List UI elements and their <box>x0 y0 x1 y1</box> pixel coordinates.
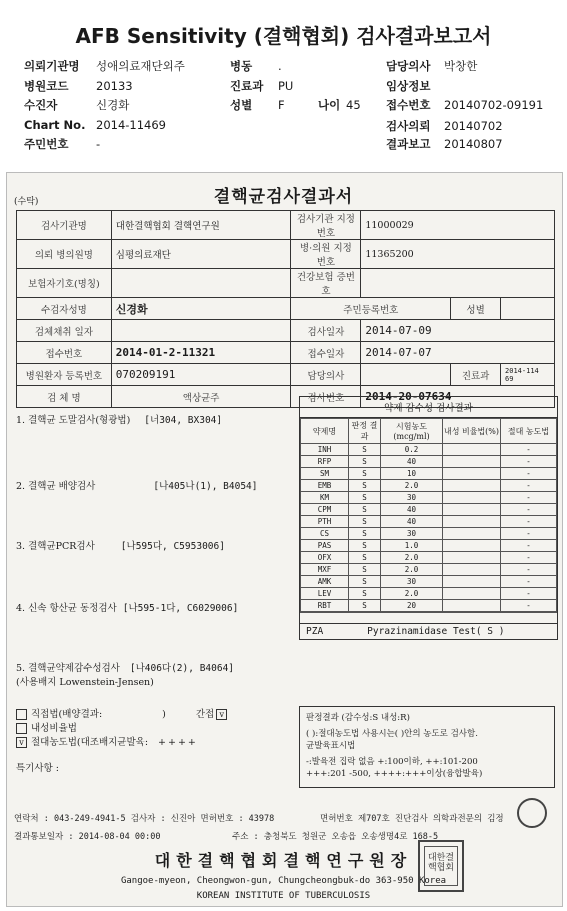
cell-value: 2014-114 69 <box>501 364 555 386</box>
table-cell <box>443 540 501 552</box>
report-title: AFB Sensitivity (결핵협회) 검사결과보고서 <box>75 24 492 48</box>
cell-label: 접수일자 <box>291 342 361 364</box>
table-row <box>301 540 557 552</box>
consignment-tag: (수탁) <box>14 197 39 207</box>
cell-label: 수검자성명 <box>17 298 112 320</box>
table-row <box>301 456 557 468</box>
table-cell: S <box>349 588 381 600</box>
header-field <box>230 58 282 74</box>
susceptibility-panel <box>299 396 558 640</box>
footer-address: 주소 : 충청북도 청원군 오송읍 오송생명4로 168-5 <box>232 832 439 842</box>
cell-label: 검사기관명 <box>17 211 112 240</box>
test-item <box>16 660 234 688</box>
table-cell: S <box>349 504 381 516</box>
cell-label: 검체채취 일자 <box>17 320 112 342</box>
check-value: ++++ <box>158 737 198 748</box>
table-row <box>17 342 555 364</box>
table-cell: - <box>501 564 557 576</box>
table-cell: OFX <box>301 552 349 564</box>
table-cell <box>443 552 501 564</box>
notes-label: 특기사항 : <box>16 763 59 774</box>
header-value: 성애의료재단외주 <box>96 59 185 73</box>
cell-value: 심평의료재단 <box>111 240 291 269</box>
absolute-method <box>16 734 231 748</box>
table-cell: KM <box>301 492 349 504</box>
check-label: 내성비율법 <box>31 723 77 734</box>
table-cell <box>443 564 501 576</box>
table-cell: 2.0 <box>381 480 443 492</box>
table-cell: S <box>349 492 381 504</box>
patient-info-table <box>16 210 555 408</box>
table-row <box>301 492 557 504</box>
table-cell <box>443 528 501 540</box>
table-cell: S <box>349 516 381 528</box>
table-cell <box>443 588 501 600</box>
table-cell: - <box>501 588 557 600</box>
header-key: 병원코드 <box>24 79 69 93</box>
header-field <box>230 78 293 94</box>
check-label: 절대농도법(대조배지균발육: <box>31 737 149 748</box>
header-field <box>318 97 361 113</box>
cell-value: 2014-07-07 <box>361 342 555 364</box>
cell-value: 11365200 <box>361 240 555 269</box>
seal-text: 대한결핵협회 <box>424 846 458 886</box>
table-row <box>301 468 557 480</box>
cell-value <box>501 298 555 320</box>
table-cell: 10 <box>381 468 443 480</box>
table-cell: S <box>349 600 381 612</box>
table-cell: - <box>501 492 557 504</box>
table-row <box>301 552 557 564</box>
header-value: 신경화 <box>96 98 130 112</box>
header-key: 의뢰기관명 <box>24 59 80 73</box>
table-cell: CS <box>301 528 349 540</box>
result-legend <box>299 706 555 788</box>
header-value: PU <box>278 79 294 93</box>
table-cell: AMK <box>301 576 349 588</box>
age-key: 나이 <box>318 98 341 112</box>
column-header: 약제명 <box>301 419 349 444</box>
pza-row <box>300 623 557 639</box>
header-value: 20140702-09191 <box>444 98 544 112</box>
table-cell: 40 <box>381 456 443 468</box>
table-cell: S <box>349 456 381 468</box>
cell-label: 검사일자 <box>291 320 361 342</box>
table-row <box>17 211 555 240</box>
table-cell: - <box>501 468 557 480</box>
cell-value: 2014-20-07634 <box>361 386 555 408</box>
column-header: 절대 농도법 <box>501 419 557 444</box>
pza-value: Pyrazinamidase Test( S ) <box>367 626 505 637</box>
cell-label: 검사번호 <box>291 386 361 408</box>
checkbox <box>16 709 27 720</box>
table-cell <box>443 456 501 468</box>
table-cell <box>443 492 501 504</box>
test-name: 5. 결핵균약제감수성검사 <box>16 663 120 674</box>
official-seal-icon <box>418 840 464 892</box>
test-item <box>16 478 258 492</box>
table-row <box>301 528 557 540</box>
header-key: 결과보고 <box>386 137 431 151</box>
header-field <box>230 97 285 113</box>
header-field <box>386 136 503 152</box>
table-cell <box>443 480 501 492</box>
table-cell: S <box>349 576 381 588</box>
checkbox <box>16 723 27 734</box>
table-cell: 30 <box>381 576 443 588</box>
table-cell: PAS <box>301 540 349 552</box>
test-code: [나405나(1), B4054] <box>153 481 258 492</box>
table-cell: S <box>349 480 381 492</box>
test-code: [나406다(2), B4064] <box>129 663 235 674</box>
table-cell: 30 <box>381 528 443 540</box>
cell-value: 070209191 <box>111 364 291 386</box>
table-cell: 40 <box>381 504 443 516</box>
cell-label: 의뢰 병의원명 <box>17 240 112 269</box>
table-cell: - <box>501 540 557 552</box>
header-key: 병동 <box>230 59 253 73</box>
legend-line: ( ):절대농도법 사용시는( )안의 농도로 검사함. <box>306 729 478 739</box>
header-key: Chart No. <box>24 118 86 132</box>
cell-value <box>111 320 291 342</box>
test-item <box>16 412 222 426</box>
cell-label: 진료과 <box>451 364 501 386</box>
table-cell: CPM <box>301 504 349 516</box>
cell-label: 병·의원 지정번호 <box>291 240 361 269</box>
header-value: 20140807 <box>444 137 503 151</box>
table-row <box>301 480 557 492</box>
table-cell: - <box>501 480 557 492</box>
table-cell: - <box>501 600 557 612</box>
header-key: 진료과 <box>230 79 264 93</box>
table-cell: 0.2 <box>381 444 443 456</box>
susceptibility-table <box>300 418 557 612</box>
table-row <box>17 269 555 298</box>
cell-label: 주민등록번호 <box>291 298 451 320</box>
legend-line: +++:201 -500, ++++:+++이상(융합발육) <box>306 769 483 779</box>
header-value: 20133 <box>96 79 133 93</box>
header-value: . <box>278 59 282 73</box>
test-code: [나595다, C5953006] <box>120 541 225 552</box>
table-cell: 1.0 <box>381 540 443 552</box>
table-cell: S <box>349 540 381 552</box>
cell-value: 2014-07-09 <box>361 320 555 342</box>
table-row <box>17 320 555 342</box>
table-row <box>17 298 555 320</box>
table-cell: - <box>501 576 557 588</box>
table-cell: - <box>501 444 557 456</box>
column-header: 내성 비율법(%) <box>443 419 501 444</box>
table-row <box>301 576 557 588</box>
header-field <box>386 97 543 113</box>
table-cell: S <box>349 528 381 540</box>
column-header: 시험농도 (mcg/ml) <box>381 419 443 444</box>
cell-label: 성별 <box>451 298 501 320</box>
cell-value <box>111 269 291 298</box>
susceptibility-body <box>301 444 557 612</box>
stamp-seal-icon <box>517 798 547 828</box>
table-cell: RFP <box>301 456 349 468</box>
footer-report-date: 결과통보일자 : 2014-08-04 00:00 <box>14 832 161 842</box>
table-cell: S <box>349 552 381 564</box>
cell-label: 담당의사 <box>291 364 361 386</box>
table-cell: PTH <box>301 516 349 528</box>
method-checks <box>16 706 231 774</box>
direct-method <box>16 706 231 720</box>
pza-label: PZA <box>306 626 324 637</box>
header-key: 임상정보 <box>386 79 431 93</box>
table-cell: - <box>501 528 557 540</box>
cell-label: 병원환자 등록번호 <box>17 364 112 386</box>
table-cell: 40 <box>381 516 443 528</box>
cell-label: 검사기관 지정번호 <box>291 211 361 240</box>
header-value: F <box>278 98 285 112</box>
table-row <box>301 588 557 600</box>
header-value: 20140702 <box>444 119 503 133</box>
header-value: 박창한 <box>444 59 478 73</box>
cell-label: 접수번호 <box>17 342 112 364</box>
test-name: 1. 결핵균 도말검사(형광법) <box>16 415 131 426</box>
table-cell: S <box>349 468 381 480</box>
test-item <box>16 600 238 614</box>
cell-label: 건강보험 증번호 <box>291 269 361 298</box>
test-name: 2. 결핵균 배양검사 <box>16 481 96 492</box>
legend-line: 균발육표시법 <box>306 741 356 751</box>
header-key: 검사의뢰 <box>386 119 431 133</box>
table-cell <box>443 600 501 612</box>
column-header: 판정 결과 <box>349 419 381 444</box>
sheet-title: 결핵균검사결과서 <box>213 187 354 207</box>
table-row <box>301 516 557 528</box>
table-cell: - <box>501 552 557 564</box>
table-cell <box>443 468 501 480</box>
table-row <box>301 600 557 612</box>
header-field <box>386 118 503 134</box>
header-key: 성별 <box>230 98 253 112</box>
table-cell: S <box>349 564 381 576</box>
table-cell <box>443 516 501 528</box>
checkbox: v <box>216 709 227 720</box>
ratio-method <box>16 720 231 734</box>
cell-value: 11000029 <box>361 211 555 240</box>
header-field <box>24 58 185 74</box>
cell-value <box>361 269 555 298</box>
cell-value: 액상균주 <box>111 386 291 408</box>
cell-label: 검 체 명 <box>17 386 112 408</box>
table-cell: 30 <box>381 492 443 504</box>
header-field <box>24 118 166 132</box>
table-cell: RBT <box>301 600 349 612</box>
header-key: 접수번호 <box>386 98 431 112</box>
table-cell: EMB <box>301 480 349 492</box>
susceptibility-title: 약제 감수성 검사결과 <box>300 397 557 418</box>
cell-value: 대한결핵협회 결핵연구원 <box>111 211 291 240</box>
table-row <box>301 444 557 456</box>
table-cell: 2.0 <box>381 552 443 564</box>
legend-line: -:발육전 집락 없음 +:100이하, ++:101-200 <box>306 757 478 767</box>
header-value: - <box>96 137 101 151</box>
institute-address-en: Gangoe-myeon, Cheongwon-gun, Chungcheongbuk-do 363-950 Korea <box>120 876 447 886</box>
cell-label: 보험자기호(명칭) <box>17 269 112 298</box>
header-value: 2014-11469 <box>96 118 166 132</box>
header-key: 주민번호 <box>24 137 69 151</box>
header-field <box>386 58 477 74</box>
table-cell: INH <box>301 444 349 456</box>
footer-license: 면허번호 제707호 진단검사 의학과전문의 김정 <box>320 814 504 824</box>
institute-name-en: KOREAN INSTITUTE OF TUBERCULOSIS <box>196 891 371 901</box>
cell-value <box>361 364 451 386</box>
legend-line: 판정결과 (감수성:S 내성:R) <box>306 713 410 723</box>
table-row <box>17 240 555 269</box>
table-cell <box>443 504 501 516</box>
table-cell: LEV <box>301 588 349 600</box>
table-cell: MXF <box>301 564 349 576</box>
table-cell: S <box>349 444 381 456</box>
test-code: [너304, BX304] <box>144 415 223 426</box>
table-row <box>301 504 557 516</box>
header-key: 담당의사 <box>386 59 431 73</box>
footer-contact: 연락처 : 043-249-4941-5 검사자 : 신진아 면허번호 : 43978 <box>14 814 275 824</box>
header-field <box>24 97 129 113</box>
age-value: 45 <box>346 98 361 112</box>
table-cell: - <box>501 456 557 468</box>
header-field <box>24 136 100 152</box>
table-cell: SM <box>301 468 349 480</box>
test-name: 4. 신속 항산균 동정검사 <box>16 603 117 614</box>
checkbox: v <box>16 737 27 748</box>
institute-name: 대한결핵협회결핵연구원장 <box>154 851 413 870</box>
test-sub: (사용배지 Lowenstein-Jensen) <box>16 677 154 688</box>
header-key: 수진자 <box>24 98 58 112</box>
check-label: 직접법(배양결과: <box>31 709 103 720</box>
table-row <box>301 564 557 576</box>
table-cell <box>443 444 501 456</box>
check-label: 간접 <box>195 709 215 720</box>
cell-value: 신경화 <box>111 298 291 320</box>
table-cell <box>443 576 501 588</box>
header-field <box>24 78 133 94</box>
table-cell: 2.0 <box>381 588 443 600</box>
header-field <box>386 78 444 94</box>
table-header-row <box>301 419 557 444</box>
cell-value: 2014-01-2-11321 <box>111 342 291 364</box>
spacer <box>300 612 557 623</box>
table-cell: - <box>501 504 557 516</box>
check-close: ) <box>162 709 166 720</box>
table-cell: 2.0 <box>381 564 443 576</box>
test-code: [나595-1다, C6029006] <box>122 603 239 614</box>
table-cell: - <box>501 516 557 528</box>
test-item <box>16 538 225 552</box>
test-name: 3. 결핵균PCR검사 <box>16 541 95 552</box>
table-cell: 20 <box>381 600 443 612</box>
table-row <box>17 364 555 386</box>
